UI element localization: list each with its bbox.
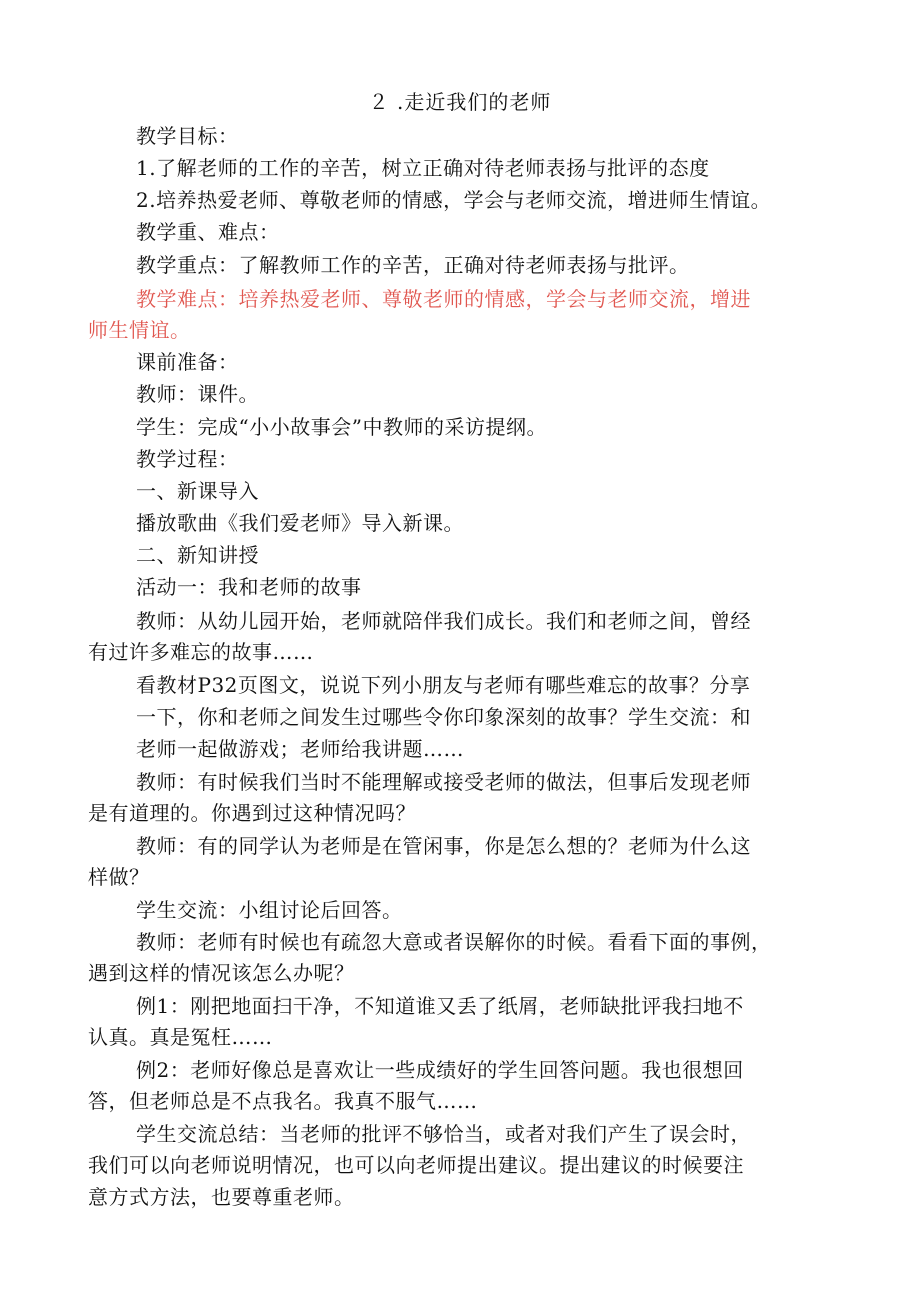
paragraph-line: 样做？ <box>88 865 150 889</box>
paragraph-line: 学生交流总结：当老师的批评不够恰当，或者对我们产生了误会时， <box>136 1122 751 1146</box>
paragraph-line: 是有道理的。你遇到过这种情况吗？ <box>88 801 416 825</box>
subsection-heading: 一、新课导入 <box>136 479 259 503</box>
paragraph-line: 认真。真是冤枉…… <box>88 1025 273 1049</box>
paragraph-line: 有过许多难忘的故事…… <box>88 640 314 664</box>
paragraph-line: 教学重点：了解教师工作的辛苦，正确对待老师表扬与批评。 <box>136 253 690 277</box>
paragraph-line: 教师：老师有时候也有疏忽大意或者误解你的时候。看看下面的事例， <box>136 930 772 954</box>
paragraph-line: 一下，你和老师之间发生过哪些令你印象深刻的故事？学生交流：和 <box>136 705 751 729</box>
example-line: 例2：老师好像总是喜欢让一些成绩好的学生回答问题。我也很想回 <box>136 1058 744 1082</box>
highlighted-line: 师生情谊。 <box>88 318 191 342</box>
activity-heading: 活动一：我和老师的故事 <box>136 575 362 599</box>
section-heading-key-points: 教学重、难点： <box>136 220 280 244</box>
paragraph-line: 意方式方法，也要尊重老师。 <box>88 1185 355 1209</box>
paragraph-line: 教师：课件。 <box>136 382 259 406</box>
section-heading-preparation: 课前准备： <box>136 350 239 374</box>
paragraph-line: 播放歌曲《我们爱老师》导入新课。 <box>136 511 464 535</box>
paragraph-line: 学生：完成“小小故事会”中教师的采访提纲。 <box>136 415 547 439</box>
paragraph-line: 我们可以向老师说明情况，也可以向老师提出建议。提出建议的时候要注 <box>88 1153 744 1177</box>
paragraph-line: 教师：有的同学认为老师是在管闲事，你是怎么想的？老师为什么这 <box>136 834 751 858</box>
section-heading-process: 教学过程： <box>136 447 239 471</box>
paragraph-line: 遇到这样的情况该怎么办呢？ <box>88 961 355 985</box>
paragraph-line: 老师一起做游戏；老师给我讲题…… <box>136 737 464 761</box>
paragraph-line: 看教材P32页图文，说说下列小朋友与老师有哪些难忘的故事？分享 <box>136 673 751 697</box>
subsection-heading: 二、新知讲授 <box>136 543 259 567</box>
section-heading-objectives: 教学目标： <box>136 124 239 148</box>
paragraph-line: 教师：从幼儿园开始，老师就陪伴我们成长。我们和老师之间，曾经 <box>136 609 751 633</box>
example-line: 例1：刚把地面扫干净，不知道谁又丢了纸屑，老师缺批评我扫地不 <box>136 994 744 1018</box>
document-title: ２ .走近我们的老师 <box>368 90 552 114</box>
paragraph-line: 答，但老师总是不点我名。我真不服气…… <box>88 1089 478 1113</box>
paragraph-line: 学生交流：小组讨论后回答。 <box>136 898 403 922</box>
paragraph-line: 2.培养热爱老师、尊敬老师的情感，学会与老师交流，增进师生情谊。 <box>136 188 772 212</box>
paragraph-line: 1.了解老师的工作的辛苦，树立正确对待老师表扬与批评的态度 <box>136 156 710 180</box>
highlighted-line: 教学难点：培养热爱老师、尊敬老师的情感，学会与老师交流，增进 <box>136 287 751 311</box>
paragraph-line: 教师：有时候我们当时不能理解或接受老师的做法，但事后发现老师 <box>136 770 751 794</box>
